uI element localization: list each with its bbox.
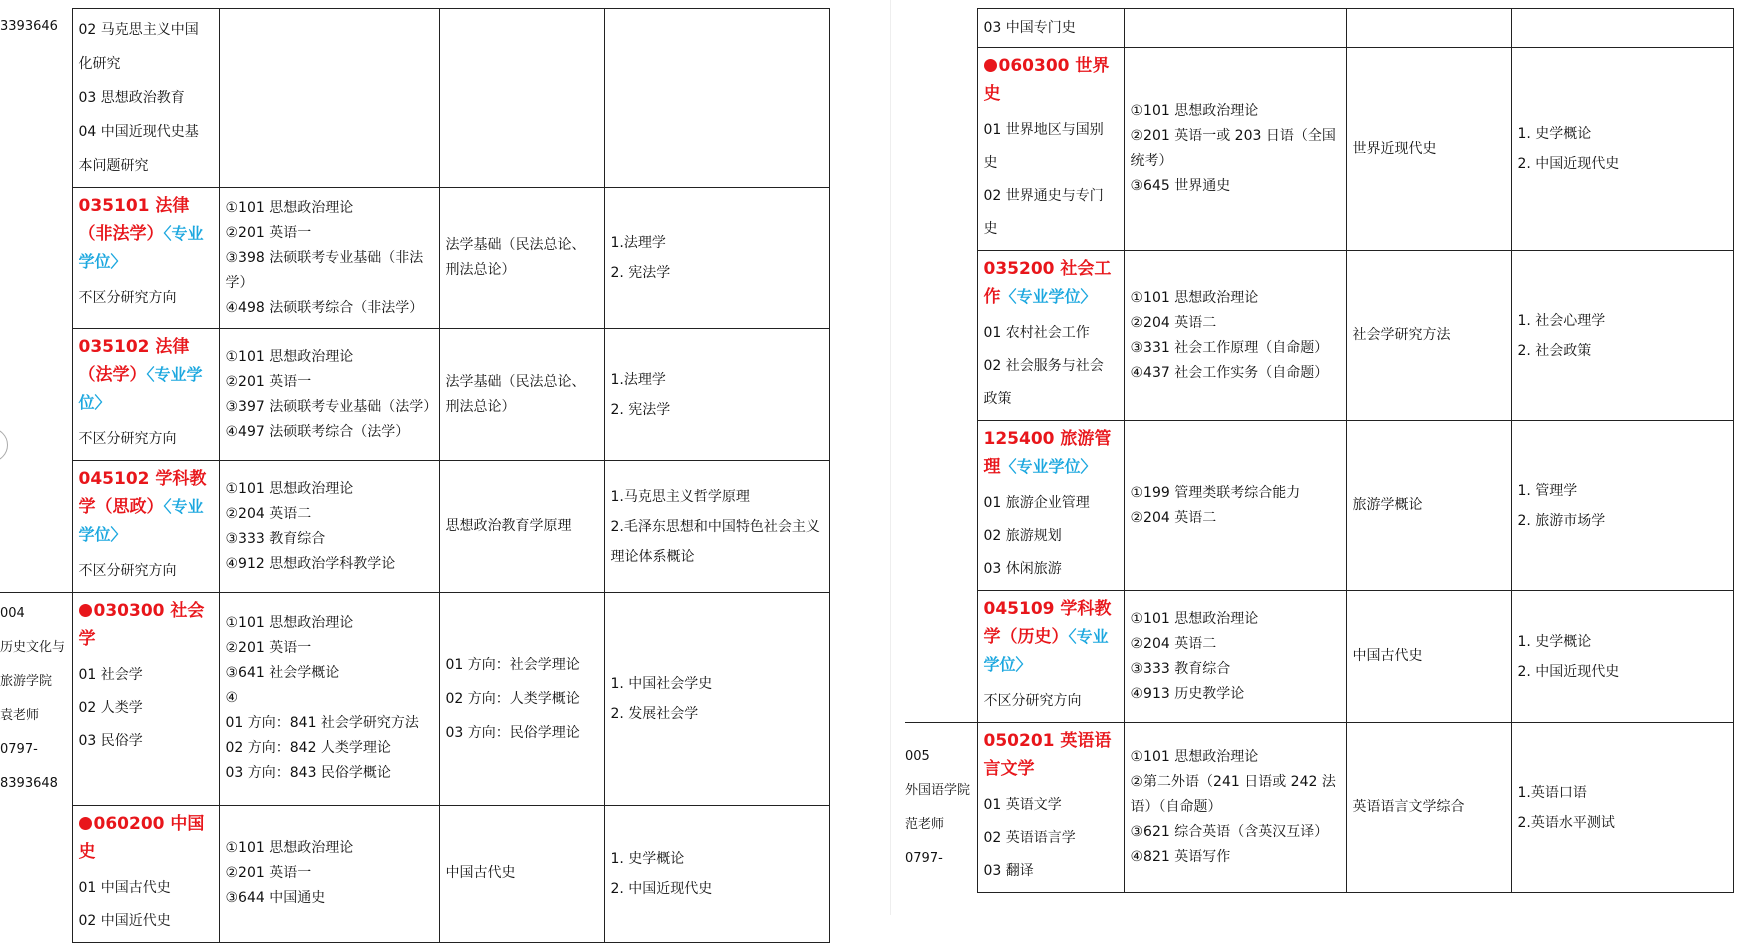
research-direction: 不区分研究方向 bbox=[78, 563, 177, 579]
exam-subject: ①101 思想政治理论 bbox=[225, 480, 354, 497]
exam-subject: ②204 英语二 bbox=[1130, 635, 1217, 652]
additional-test-subject: 1.英语口语 bbox=[1517, 784, 1587, 801]
program-cell bbox=[977, 9, 1124, 48]
retest-subject: 法学基础（民法总论、刑法总论） bbox=[445, 373, 586, 415]
research-direction: 02 马克思主义中国化研究 bbox=[78, 22, 199, 72]
additional-test-cell bbox=[1511, 421, 1733, 591]
program-code bbox=[79, 810, 213, 866]
exam-subject: ③398 法硕联考专业基础（非法学） bbox=[225, 249, 424, 291]
exam-subject: ②201 英语一或 203 日语（全国统考） bbox=[1130, 128, 1336, 169]
research-direction: 01 世界地区与国别史 bbox=[983, 122, 1104, 171]
exam-subject: ①101 思想政治理论 bbox=[1130, 103, 1259, 119]
research-direction: 03 民俗学 bbox=[78, 733, 143, 749]
additional-test-cell bbox=[604, 9, 829, 188]
additional-test-subject: 1. 史学概论 bbox=[610, 850, 685, 867]
department-cell bbox=[905, 723, 977, 893]
program-cell bbox=[977, 723, 1124, 893]
additional-test-subject: 2. 宪法学 bbox=[610, 401, 671, 418]
program-code bbox=[79, 465, 213, 549]
retest-subject: 思想政治教育学原理 bbox=[445, 518, 572, 534]
retest-subject-cell bbox=[439, 461, 604, 593]
page-divider bbox=[890, 0, 891, 915]
department-line: 历史文化与旅游学院 bbox=[0, 640, 66, 689]
program-cell bbox=[72, 805, 219, 942]
program-code-text: 045102 学科教学（思政） bbox=[78, 469, 207, 517]
exam-subject: ①101 思想政治理论 bbox=[1130, 610, 1259, 627]
research-direction: 不区分研究方向 bbox=[78, 290, 177, 306]
department-line: 袁老师 bbox=[0, 708, 40, 723]
retest-subject-cell bbox=[1346, 9, 1511, 48]
exam-subject: ④821 英语写作 bbox=[1130, 849, 1231, 865]
exam-subject: 03 方向：843 民俗学概论 bbox=[225, 765, 391, 782]
retest-subject: 01 方向：社会学理论 bbox=[445, 656, 580, 673]
retest-subject: 世界近现代史 bbox=[1352, 140, 1437, 157]
research-direction: 02 社会服务与社会政策 bbox=[983, 358, 1104, 407]
exam-subject: ②201 英语一 bbox=[225, 373, 312, 390]
table-row bbox=[905, 421, 1733, 591]
research-direction: 01 社会学 bbox=[78, 667, 143, 683]
department-cell bbox=[0, 593, 72, 806]
retest-subject: 社会学研究方法 bbox=[1352, 327, 1451, 343]
research-direction: 02 人类学 bbox=[78, 700, 143, 716]
program-cell bbox=[72, 188, 219, 329]
table-row bbox=[0, 805, 829, 942]
right-page bbox=[905, 8, 1761, 893]
research-direction: 04 中国近现代史基本问题研究 bbox=[78, 124, 199, 174]
exam-subject: ③644 中国通史 bbox=[225, 890, 326, 906]
program-code-text: 035200 社会工作 bbox=[983, 259, 1112, 307]
research-direction: 01 中国古代史 bbox=[78, 879, 171, 896]
exam-subjects-cell bbox=[219, 188, 439, 329]
exam-subjects-cell bbox=[219, 9, 439, 188]
program-cell bbox=[977, 48, 1124, 251]
exam-subject: ②201 英语一 bbox=[225, 865, 312, 881]
table-row bbox=[0, 188, 829, 329]
exam-subject: ④912 思想政治学科教学论 bbox=[225, 555, 396, 572]
exam-subject: ①199 管理类联考综合能力 bbox=[1130, 484, 1301, 501]
retest-subject-cell bbox=[1346, 591, 1511, 723]
program-cell bbox=[72, 461, 219, 593]
department-cell bbox=[905, 591, 977, 723]
table-row bbox=[905, 48, 1733, 251]
additional-test-cell bbox=[604, 461, 829, 593]
retest-subject-cell bbox=[439, 805, 604, 942]
additional-test-subject: 1. 史学概论 bbox=[1517, 633, 1592, 650]
additional-test-cell bbox=[1511, 9, 1733, 48]
additional-test-subject: 2. 社会政策 bbox=[1517, 342, 1592, 359]
exam-subjects-cell bbox=[219, 329, 439, 461]
department-line: 0797- bbox=[0, 742, 38, 757]
retest-subject: 法学基础（民法总论、刑法总论） bbox=[445, 237, 586, 278]
additional-test-subject: 2. 中国近现代史 bbox=[1517, 156, 1620, 172]
degree-type-label: 〈专业学位〉 bbox=[983, 627, 1109, 674]
program-code bbox=[79, 597, 213, 653]
red-dot-icon bbox=[79, 817, 92, 830]
retest-subject-cell bbox=[1346, 251, 1511, 421]
red-dot-icon bbox=[79, 604, 92, 617]
program-cell bbox=[977, 591, 1124, 723]
program-cell bbox=[977, 421, 1124, 591]
exam-subject: ①101 思想政治理论 bbox=[225, 199, 354, 216]
exam-subject: ②204 英语二 bbox=[1130, 314, 1217, 331]
retest-subject: 中国古代史 bbox=[445, 865, 516, 881]
exam-subject: ③621 综合英语（含英汉互译） bbox=[1130, 824, 1329, 840]
research-direction: 02 旅游规划 bbox=[983, 528, 1062, 544]
program-code bbox=[79, 192, 213, 276]
program-cell bbox=[977, 251, 1124, 421]
department-line: 005 bbox=[905, 748, 930, 764]
additional-test-cell bbox=[1511, 48, 1733, 251]
additional-test-subject: 1. 中国社会学史 bbox=[610, 675, 713, 692]
exam-subject: ②第二外语（241 日语或 242 法语）（自命题） bbox=[1130, 774, 1336, 815]
retest-subject-cell bbox=[439, 593, 604, 806]
research-direction: 不区分研究方向 bbox=[983, 693, 1082, 709]
table-row bbox=[905, 591, 1733, 723]
additional-test-subject: 1.马克思主义哲学原理 bbox=[610, 488, 750, 505]
program-code-text: 045109 学科教学（历史） bbox=[983, 599, 1112, 647]
exam-subject: ②204 英语二 bbox=[225, 505, 312, 522]
retest-subject-cell bbox=[439, 329, 604, 461]
research-direction: 03 思想政治教育 bbox=[78, 90, 185, 106]
exam-subjects-cell bbox=[1124, 723, 1346, 893]
additional-test-subject: 1.法理学 bbox=[610, 371, 666, 388]
program-code-text: 050201 英语语言文学 bbox=[983, 731, 1112, 779]
exam-subject: 01 方向：841 社会学研究方法 bbox=[225, 715, 419, 732]
program-code bbox=[984, 727, 1118, 783]
department-line: 3393646 bbox=[0, 18, 58, 34]
red-dot-icon bbox=[984, 59, 997, 72]
department-cell bbox=[0, 9, 72, 188]
department-line: 范老师 bbox=[905, 816, 945, 832]
exam-subject: ③397 法硕联考专业基础（法学） bbox=[225, 398, 438, 415]
additional-test-subject: 2. 中国近现代史 bbox=[610, 880, 713, 897]
program-code bbox=[984, 255, 1118, 311]
exam-subject: ④497 法硕联考综合（法学） bbox=[225, 423, 410, 440]
department-cell bbox=[905, 48, 977, 251]
degree-type-label: 〈专业学位〉 bbox=[78, 365, 203, 412]
additional-test-subject: 1. 社会心理学 bbox=[1517, 312, 1606, 329]
additional-test-subject: 1. 史学概论 bbox=[1517, 126, 1592, 142]
additional-test-cell bbox=[1511, 723, 1733, 893]
research-direction: 03 休闲旅游 bbox=[983, 561, 1062, 577]
program-code bbox=[984, 595, 1118, 679]
exam-subjects-cell bbox=[219, 805, 439, 942]
exam-subject: ①101 思想政治理论 bbox=[1130, 289, 1259, 306]
department-cell bbox=[0, 188, 72, 329]
table-row bbox=[0, 9, 829, 188]
exam-subjects-cell bbox=[219, 461, 439, 593]
degree-type-label: 〈专业学位〉 bbox=[78, 497, 204, 544]
exam-subject: ③331 社会工作原理（自命题） bbox=[1130, 339, 1329, 356]
program-code-text: 125400 旅游管理 bbox=[983, 429, 1112, 477]
department-line: 8393648 bbox=[0, 776, 58, 791]
retest-subject-cell bbox=[439, 9, 604, 188]
exam-subject: ③333 教育综合 bbox=[225, 530, 326, 547]
research-direction: 03 中国专门史 bbox=[983, 20, 1076, 36]
exam-subject: ④ bbox=[225, 690, 239, 707]
additional-test-subject: 2.毛泽东思想和中国特色社会主义理论体系概论 bbox=[610, 518, 820, 565]
additional-test-subject: 2. 发展社会学 bbox=[610, 705, 699, 722]
exam-subject: ④498 法硕联考综合（非法学） bbox=[225, 299, 424, 316]
program-cell bbox=[72, 329, 219, 461]
department-cell bbox=[905, 251, 977, 421]
exam-subjects-cell bbox=[1124, 591, 1346, 723]
exam-subjects-cell bbox=[1124, 251, 1346, 421]
exam-subject: ①101 思想政治理论 bbox=[225, 840, 354, 856]
retest-subject-cell bbox=[439, 188, 604, 329]
exam-subject: 02 方向：842 人类学理论 bbox=[225, 740, 391, 757]
additional-test-cell bbox=[604, 329, 829, 461]
retest-subject: 英语语言文学综合 bbox=[1352, 799, 1465, 815]
department-line: 外国语学院 bbox=[905, 782, 971, 798]
exam-subject: ③333 教育综合 bbox=[1130, 660, 1231, 677]
program-code-text: 060200 中国史 bbox=[78, 813, 205, 862]
research-direction: 不区分研究方向 bbox=[78, 431, 177, 447]
department-cell bbox=[0, 805, 72, 942]
exam-subject: ②201 英语一 bbox=[225, 224, 312, 241]
research-direction: 01 英语文学 bbox=[983, 797, 1062, 813]
additional-test-subject: 2. 中国近现代史 bbox=[1517, 663, 1620, 680]
degree-type-label: 〈专业学位〉 bbox=[1000, 287, 1097, 306]
program-cell bbox=[72, 593, 219, 806]
research-direction: 02 英语语言学 bbox=[983, 830, 1076, 846]
additional-test-subject: 2. 宪法学 bbox=[610, 265, 671, 281]
retest-subject-cell bbox=[1346, 723, 1511, 893]
additional-test-cell bbox=[604, 593, 829, 806]
retest-subject: 旅游学概论 bbox=[1352, 497, 1423, 513]
table-row bbox=[0, 329, 829, 461]
retest-subject: 02 方向：人类学概论 bbox=[445, 690, 580, 707]
table-row bbox=[905, 723, 1733, 893]
program-code-text: 035102 法律（法学） bbox=[78, 337, 190, 385]
department-line: 0797- bbox=[905, 850, 943, 866]
additional-test-subject: 1. 管理学 bbox=[1517, 482, 1578, 499]
table-row bbox=[0, 461, 829, 593]
additional-test-cell bbox=[604, 188, 829, 329]
research-direction: 02 世界通史与专门史 bbox=[983, 188, 1104, 237]
right-admissions-table bbox=[905, 8, 1734, 893]
exam-subject: ②201 英语一 bbox=[225, 640, 312, 657]
program-cell bbox=[72, 9, 219, 188]
exam-subject: ④437 社会工作实务（自命题） bbox=[1130, 364, 1329, 381]
retest-subject-cell bbox=[1346, 421, 1511, 591]
program-code-text: 030300 社会学 bbox=[78, 601, 205, 649]
program-code-text: 035101 法律（非法学） bbox=[78, 196, 190, 244]
table-row bbox=[905, 9, 1733, 48]
exam-subjects-cell bbox=[219, 593, 439, 806]
additional-test-subject: 1.法理学 bbox=[610, 235, 666, 251]
additional-test-subject: 2.英语水平测试 bbox=[1517, 814, 1615, 831]
retest-subject: 中国古代史 bbox=[1352, 648, 1423, 664]
program-code bbox=[984, 52, 1118, 108]
exam-subject: ④913 历史教学论 bbox=[1130, 685, 1245, 702]
retest-subject-cell bbox=[1346, 48, 1511, 251]
program-code bbox=[984, 425, 1118, 481]
department-cell bbox=[905, 9, 977, 48]
department-cell bbox=[0, 329, 72, 461]
additional-test-subject: 2. 旅游市场学 bbox=[1517, 512, 1606, 529]
additional-test-cell bbox=[1511, 251, 1733, 421]
exam-subject: ①101 思想政治理论 bbox=[1130, 749, 1259, 765]
exam-subjects-cell bbox=[1124, 48, 1346, 251]
additional-test-cell bbox=[1511, 591, 1733, 723]
additional-test-cell bbox=[604, 805, 829, 942]
research-direction: 02 中国近代史 bbox=[78, 912, 171, 929]
department-cell bbox=[0, 461, 72, 593]
department-line: 004 bbox=[0, 606, 25, 621]
degree-type-label: 〈专业学位〉 bbox=[1000, 457, 1097, 476]
table-row bbox=[905, 251, 1733, 421]
exam-subject: ①101 思想政治理论 bbox=[225, 348, 354, 365]
left-admissions-table bbox=[0, 8, 830, 943]
research-direction: 03 翻译 bbox=[983, 863, 1034, 879]
program-code bbox=[79, 333, 213, 417]
exam-subject: ②204 英语二 bbox=[1130, 509, 1217, 526]
left-page bbox=[0, 8, 845, 943]
retest-subject: 03 方向：民俗学理论 bbox=[445, 724, 580, 741]
research-direction: 01 农村社会工作 bbox=[983, 325, 1090, 341]
department-cell bbox=[905, 421, 977, 591]
program-code-text: 060300 世界史 bbox=[983, 56, 1110, 104]
table-row bbox=[0, 593, 829, 806]
exam-subject: ③641 社会学概论 bbox=[225, 665, 340, 682]
degree-type-label: 〈专业学位〉 bbox=[78, 224, 204, 271]
exam-subjects-cell bbox=[1124, 9, 1346, 48]
exam-subjects-cell bbox=[1124, 421, 1346, 591]
exam-subject: ①101 思想政治理论 bbox=[225, 615, 354, 632]
research-direction: 01 旅游企业管理 bbox=[983, 495, 1090, 511]
exam-subject: ③645 世界通史 bbox=[1130, 178, 1231, 194]
